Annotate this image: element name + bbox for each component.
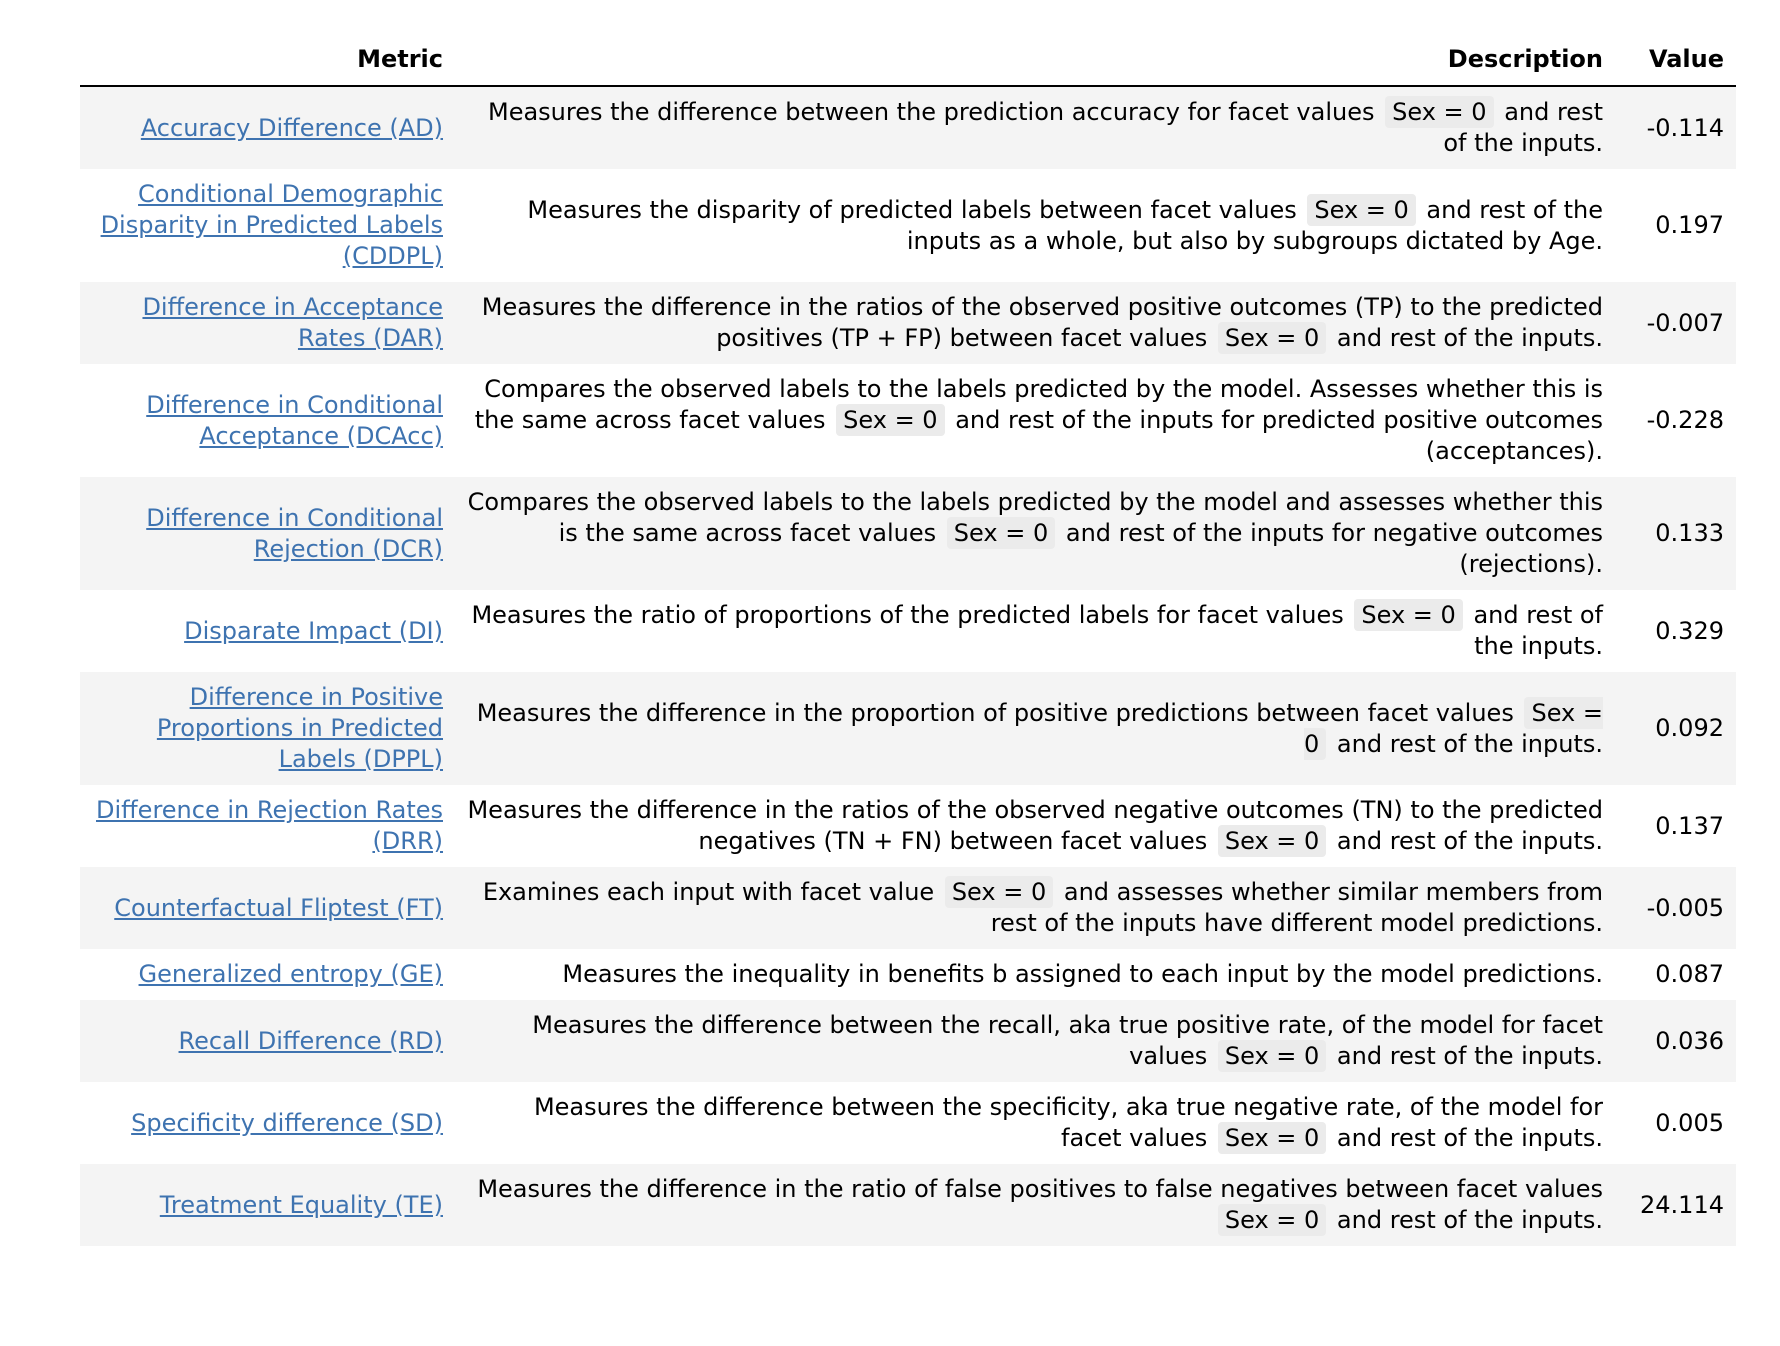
metric-cell (80, 169, 455, 282)
metric-cell (80, 672, 455, 785)
facet-code: Sex = 0 (1307, 194, 1415, 226)
table-header (80, 32, 1736, 86)
description-text: Examines each input with facet value (482, 878, 935, 906)
facet-code: Sex = 0 (1304, 698, 1603, 758)
value-cell: 0.087 (1615, 949, 1736, 1000)
description-column-header: Description (455, 32, 1615, 86)
description-cell (455, 364, 1615, 477)
description-text-continued: and rest of the inputs as a whole, but also by subgroups dictated by Age. (906, 195, 1603, 255)
facet-code: Sex = 0 (836, 404, 944, 436)
description-cell (455, 86, 1615, 169)
value-cell: 0.036 (1615, 1000, 1736, 1082)
value-cell: 0.197 (1615, 169, 1736, 282)
facet-code: Sex = 0 (1218, 322, 1326, 354)
description-text-continued: and rest of the inputs. (1336, 1206, 1603, 1234)
description-cell (455, 590, 1615, 672)
metric-cell (80, 1164, 455, 1246)
table-row (80, 949, 1736, 1000)
facet-code: Sex = 0 (1218, 1204, 1326, 1236)
value-cell: 0.092 (1615, 672, 1736, 785)
bias-metrics-table (80, 32, 1736, 1246)
metric-cell (80, 477, 455, 590)
metric-cell (80, 785, 455, 867)
metric-link[interactable]: Disparate Impact (DI) (184, 616, 443, 645)
description-cell (455, 1164, 1615, 1246)
metric-cell (80, 282, 455, 364)
metric-cell (80, 364, 455, 477)
description-text-continued: and rest of the inputs. (1443, 98, 1603, 157)
value-cell: 0.133 (1615, 477, 1736, 590)
description-text: Measures the difference in the ratios of the observed positive outcomes (TP) to the predicted positives (TP + FP) between facet values (481, 293, 1603, 352)
metric-cell (80, 590, 455, 672)
table-row (80, 477, 1736, 590)
table-row (80, 1164, 1736, 1246)
description-cell (455, 169, 1615, 282)
description-text: Measures the difference between the prediction accuracy for facet values (488, 98, 1375, 126)
facet-code: Sex = 0 (1385, 96, 1493, 128)
metric-cell (80, 1000, 455, 1082)
description-text: Compares the observed labels to the labels predicted by the model and assesses whether this is the same across facet values (467, 488, 1603, 547)
value-column-header: Value (1615, 32, 1736, 86)
metric-link[interactable]: Difference in Conditional Acceptance (DCAcc) (146, 390, 443, 450)
table-row (80, 364, 1736, 477)
metric-cell (80, 86, 455, 169)
description-text: Measures the difference between the specificity, aka true negative rate, of the model for facet values (533, 1093, 1603, 1152)
description-text-continued: and rest of the inputs. (1336, 827, 1603, 855)
value-cell: 0.329 (1615, 590, 1736, 672)
metric-column-header: Metric (80, 32, 455, 86)
description-text-continued: and rest of the inputs for predicted positive outcomes (acceptances). (955, 406, 1603, 465)
metric-link[interactable]: Difference in Rejection Rates (DRR) (96, 796, 443, 855)
table-row (80, 785, 1736, 867)
description-text: Measures the difference in the proportion of positive predictions between facet values (476, 698, 1514, 727)
description-cell (455, 477, 1615, 590)
description-text-continued: and assesses whether similar members from rest of the inputs have different model predictions. (990, 878, 1603, 937)
metric-link[interactable]: Treatment Equality (TE) (159, 1190, 443, 1219)
description-text-continued: and rest of the inputs. (1336, 729, 1603, 758)
metric-link[interactable]: Accuracy Difference (AD) (140, 113, 443, 142)
table-row (80, 1000, 1736, 1082)
facet-code: Sex = 0 (945, 876, 1053, 908)
table-row (80, 86, 1736, 169)
table-row (80, 672, 1736, 785)
description-text-continued: and rest of the inputs. (1336, 1042, 1603, 1070)
description-text: Measures the difference in the ratio of false positives to false negatives between facet values (477, 1175, 1603, 1203)
description-cell (455, 1082, 1615, 1164)
metric-link[interactable]: Difference in Positive Proportions in Predicted Labels (DPPL) (156, 683, 443, 773)
description-cell (455, 1000, 1615, 1082)
table-row (80, 169, 1736, 282)
description-cell (455, 949, 1615, 1000)
metric-link[interactable]: Counterfactual Fliptest (FT) (114, 893, 443, 922)
table-row (80, 867, 1736, 949)
description-text: Measures the ratio of proportions of the predicted labels for facet values (471, 601, 1344, 629)
description-cell (455, 785, 1615, 867)
header-row (80, 32, 1736, 86)
description-text: Measures the disparity of predicted labels between facet values (527, 195, 1297, 224)
metric-link[interactable]: Difference in Acceptance Rates (DAR) (142, 293, 443, 352)
description-text: Measures the inequality in benefits b assigned to each input by the model predictions. (562, 960, 1603, 988)
description-text: Measures the difference between the recall, aka true positive rate, of the model for facet values (532, 1011, 1603, 1070)
metric-cell (80, 949, 455, 1000)
metric-link[interactable]: Generalized entropy (GE) (138, 960, 443, 988)
value-cell: 0.137 (1615, 785, 1736, 867)
metric-cell (80, 867, 455, 949)
description-text: Measures the difference in the ratios of the observed negative outcomes (TN) to the predicted negatives (TN + FN) between facet values (467, 796, 1603, 855)
metric-link[interactable]: Difference in Conditional Rejection (DCR) (146, 503, 443, 563)
facet-code: Sex = 0 (1218, 1040, 1326, 1072)
description-cell (455, 867, 1615, 949)
value-cell: -0.114 (1615, 86, 1736, 169)
description-text-continued: and rest of the inputs. (1336, 1124, 1603, 1152)
table-row (80, 1082, 1736, 1164)
metric-link[interactable]: Recall Difference (RD) (178, 1026, 443, 1055)
value-cell: 0.005 (1615, 1082, 1736, 1164)
value-cell: 24.114 (1615, 1164, 1736, 1246)
description-cell (455, 672, 1615, 785)
table-body (80, 86, 1736, 1246)
metric-link[interactable]: Specificity difference (SD) (131, 1108, 443, 1137)
facet-code: Sex = 0 (1354, 599, 1462, 631)
description-text-continued: and rest of the inputs for negative outcomes (rejections). (1065, 519, 1603, 578)
table-row (80, 590, 1736, 672)
metric-cell (80, 1082, 455, 1164)
metric-link[interactable]: Conditional Demographic Disparity in Predicted Labels (CDDPL) (100, 180, 443, 270)
description-cell (455, 282, 1615, 364)
facet-code: Sex = 0 (1218, 825, 1326, 857)
facet-code: Sex = 0 (1218, 1122, 1326, 1154)
table-row (80, 282, 1736, 364)
description-text: Compares the observed labels to the labels predicted by the model. Assesses whether this is the same across facet values (474, 375, 1603, 434)
value-cell: -0.005 (1615, 867, 1736, 949)
value-cell: -0.228 (1615, 364, 1736, 477)
description-text-continued: and rest of the inputs. (1336, 324, 1603, 352)
description-text-continued: and rest of the inputs. (1473, 601, 1603, 660)
value-cell: -0.007 (1615, 282, 1736, 364)
facet-code: Sex = 0 (947, 517, 1055, 549)
